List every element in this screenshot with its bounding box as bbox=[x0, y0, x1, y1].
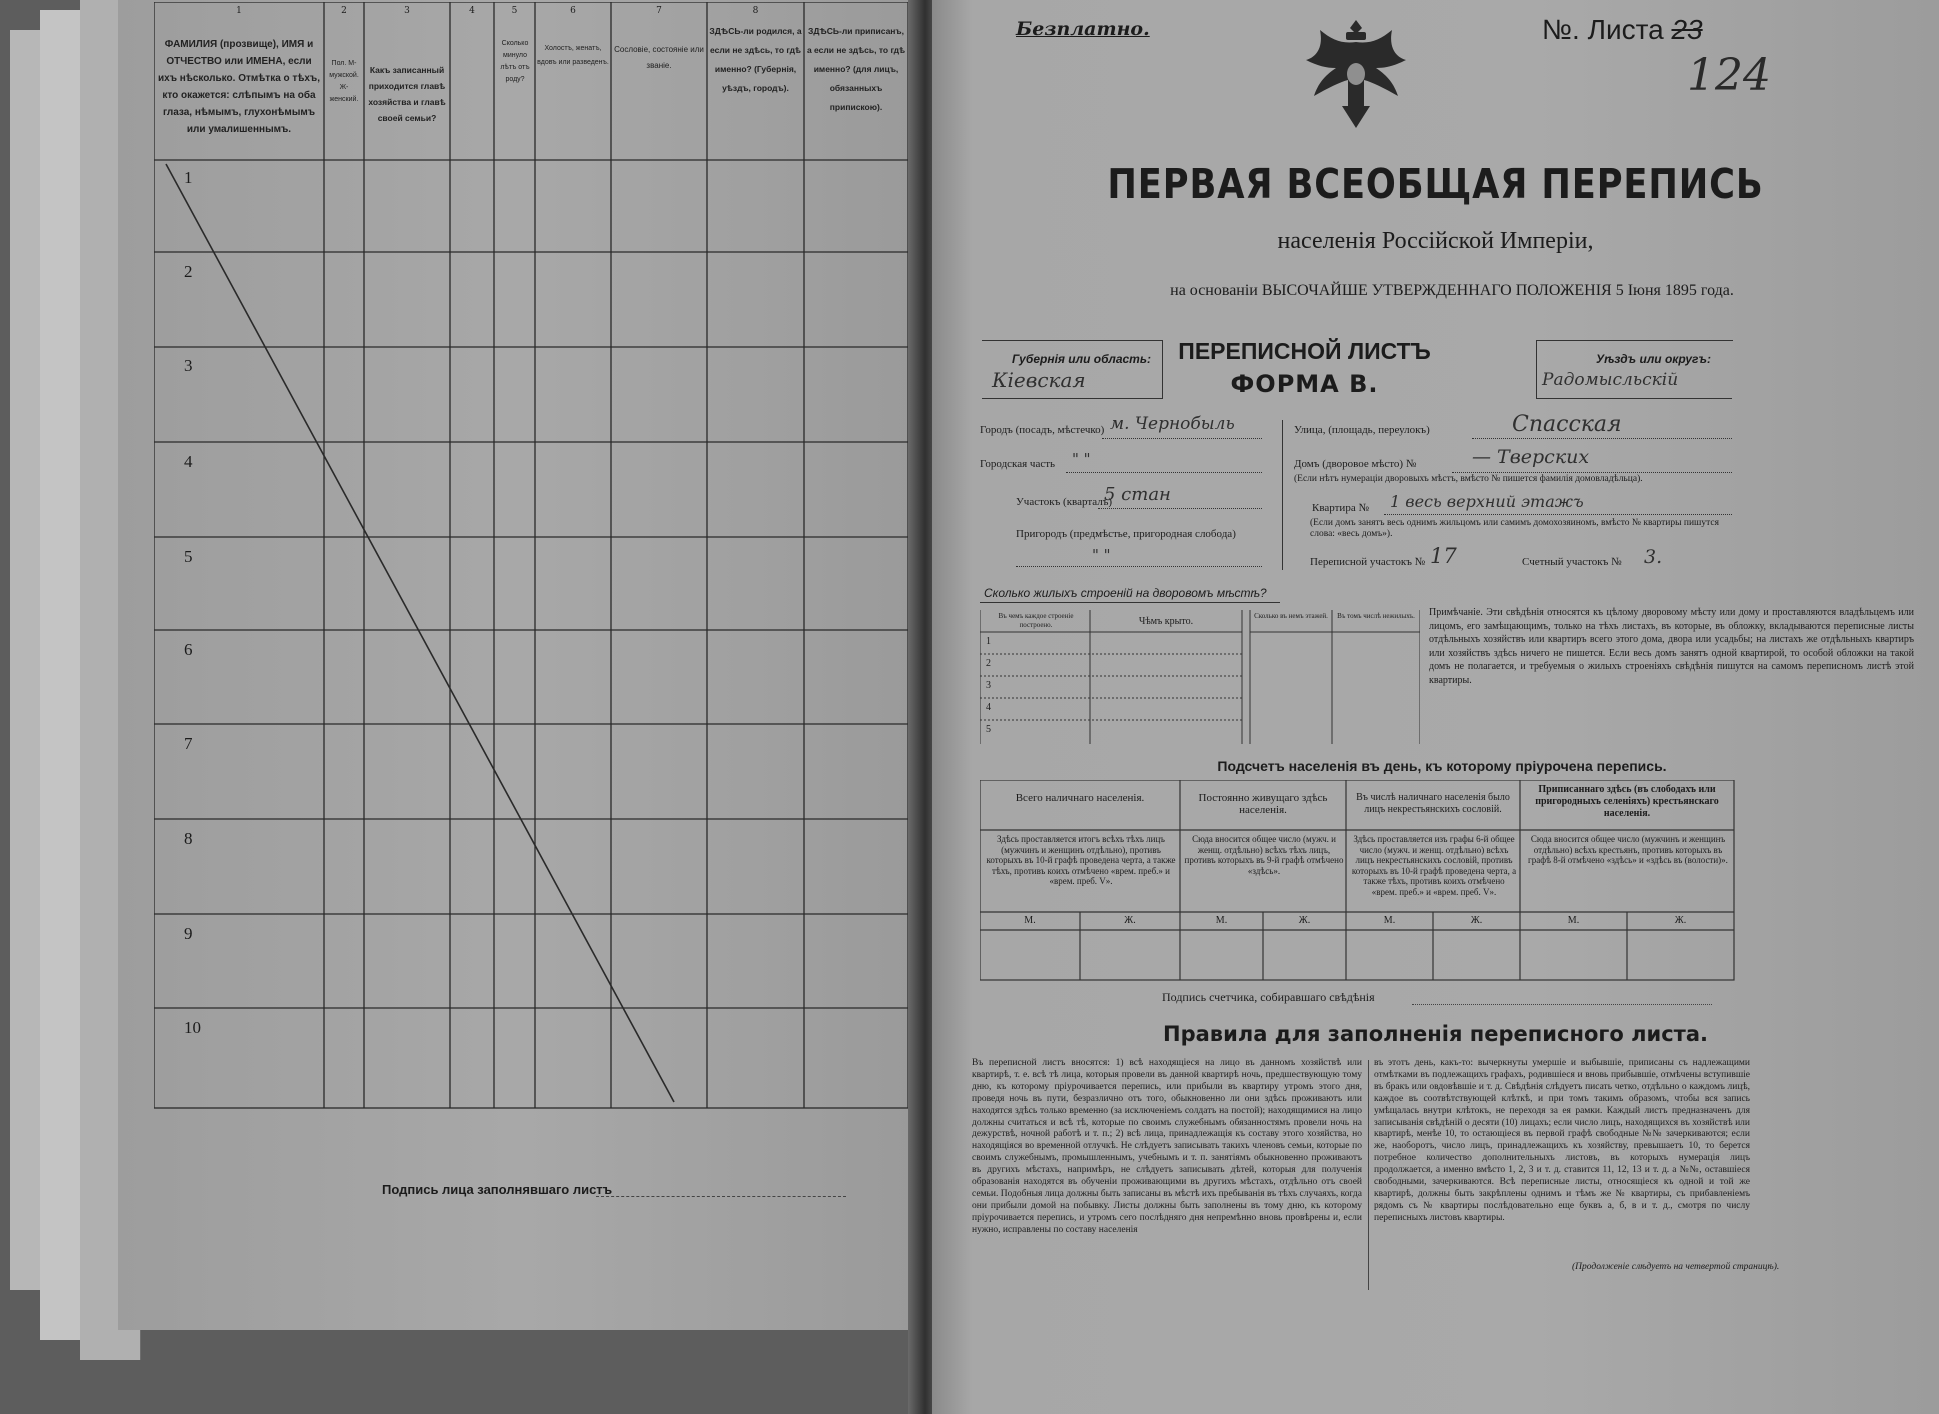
row-number: 5 bbox=[184, 547, 193, 566]
ward-underline bbox=[1098, 508, 1262, 509]
signature-line bbox=[596, 1196, 846, 1197]
count-female-label: Ж. bbox=[1124, 915, 1136, 926]
column-header-relation: Какъ записанный приходится главѣ хозяйства и главѣ своей семьи? bbox=[368, 65, 446, 123]
column-number: 3 bbox=[404, 6, 410, 16]
street-value: Спасская bbox=[1512, 412, 1622, 437]
street-underline bbox=[1472, 438, 1732, 439]
apartment-note: (Если домъ занятъ весь однимъ жильцомъ или самимъ домохозяиномъ, вмѣсто № квартиры пишутся слова: «весь домъ»). bbox=[1310, 518, 1719, 539]
buildings-row-number: 2 bbox=[986, 658, 991, 669]
house-note: (Если нѣтъ нумераціи дворовыхъ мѣстъ, вмѣсто № пишется фамилія домовладѣльца). bbox=[1294, 474, 1643, 484]
row-number: 10 bbox=[184, 1018, 201, 1037]
house-value: — Тверских bbox=[1472, 446, 1590, 468]
buildings-header-roof: Чѣмъ крыто. bbox=[1138, 616, 1194, 627]
row-number: 7 bbox=[184, 734, 193, 753]
signature-label-left: Подпись лица заполнявшаго листъ bbox=[382, 1182, 613, 1197]
buildings-row-number: 4 bbox=[986, 702, 991, 713]
column-number: 7 bbox=[656, 6, 662, 16]
count-col-total-head: Всего наличнаго населенія. bbox=[1015, 792, 1145, 804]
rules-column-divider bbox=[1368, 1060, 1369, 1290]
rules-text-left: Въ переписной листъ вносятся: 1) всѣ находящіеся на лицо въ данномъ хозяйствѣ или квартирѣ, т. е. всѣ тѣ лица, которыя провели въ данной квартирѣ ночь, предшествующую тому дню, къ которому пріурочивается перепись, или прибыли въ квартиру утромъ этого дня, проведя ночь въ пути, безразлично отъ того, обыкновенно ли они здѣсь проживаютъ или находятся здѣсь только временно (за исключеніемъ солдатъ на постой); находящимися на лицо должны считаться и всѣ тѣ, которые по своимъ служебнымъ обязанностямъ провели ночь на дежурствѣ, ночной работѣ и т. п.; 2) всѣ лица, принадлежащія къ составу этого хозяйства, но находящіяся во временной отлучкѣ. Не слѣдуетъ записывать такихъ членовъ семьи, которые по своимъ служебнымъ, промышленнымъ, учебнымъ и т. п. занятіямъ обыкновенно проживаютъ въ другихъ мѣстахъ, напримѣръ, не слѣдуетъ записывать дѣтей, которыя для полученія образованія находятся въ обученіи проживающими въ другихъ мѣстахъ, отдѣльно отъ своей семьи. Подобныя лица должны быть записаны въ мѣстѣ ихъ пребыванія въ тѣхъ случаяхъ, когда они прибыли домой на побывку. Листы должны быть заполнены въ тому дню, къ которому пріурочивается перепись, и утромъ сего послѣдняго дня непремѣнно вновь провѣрены и, если нужно, исправлены по составу населенія bbox=[972, 1058, 1362, 1235]
address-divider bbox=[1282, 420, 1283, 570]
suburb-label: Пригородъ (предмѣстье, пригородная слобода) bbox=[1016, 528, 1236, 540]
census-table bbox=[154, 2, 910, 1110]
row-number: 8 bbox=[184, 829, 193, 848]
province-value: Кіевская bbox=[992, 368, 1086, 392]
column-number: 6 bbox=[570, 6, 576, 16]
census-area-label: Переписной участокъ № bbox=[1310, 556, 1426, 568]
rules-title: Правила для заполненія переписного листа. bbox=[1163, 1022, 1708, 1046]
handwritten-page-number: 124 bbox=[1687, 50, 1771, 101]
suburb-underline bbox=[1016, 566, 1262, 567]
column-number: 2 bbox=[341, 6, 347, 16]
count-col-nonpeasant-head: Въ числѣ наличнаго населенія было лицъ некрестьянскихъ сословій. bbox=[1356, 792, 1510, 815]
count-female-label: Ж. bbox=[1298, 915, 1311, 926]
count-col-peasant-head: Приписаннаго здѣсь (въ слободахъ или пригородныхъ селеніяхъ) крестьянскаго населенія. bbox=[1535, 784, 1719, 819]
counter-signature-line bbox=[1412, 1004, 1712, 1005]
ward-value: 5 стан bbox=[1104, 484, 1171, 505]
form-page bbox=[932, 0, 1939, 1414]
count-male-label: М. bbox=[1215, 915, 1228, 926]
column-header-age: Сколько минуло лѣтъ отъ роду? bbox=[500, 40, 530, 83]
count-area-value: 3. bbox=[1644, 546, 1663, 568]
column-header-birthplace: ЗДѢСЬ-ли родился, а если не здѣсь, то гдѣ именно? (Губернія, уѣздъ, городъ). bbox=[709, 26, 802, 93]
district-label: Уѣздъ или округъ: bbox=[1596, 352, 1711, 366]
town-underline bbox=[1102, 438, 1262, 439]
suburb-value: " " bbox=[1092, 546, 1111, 564]
document-subtitle: населенія Россійской Имперіи, bbox=[1277, 228, 1594, 254]
province-label: Губернія или область: bbox=[1012, 352, 1151, 366]
province-underline bbox=[982, 398, 1162, 399]
apartment-underline bbox=[1384, 514, 1732, 515]
street-label: Улица, (площадь, переулокъ) bbox=[1294, 424, 1430, 436]
buildings-header-material: Въ чемъ каждое строеніе построено. bbox=[998, 612, 1074, 629]
counter-signature-label: Подпись счетчика, собиравшаго свѣдѣнія bbox=[1162, 990, 1375, 1004]
ward-label: Участокъ (кварталъ) bbox=[1016, 496, 1113, 508]
count-male-label: М. bbox=[1567, 915, 1580, 926]
buildings-row-number: 3 bbox=[986, 680, 991, 691]
column-header-marital: Холостъ, женатъ, вдовъ или разведенъ. bbox=[537, 45, 609, 66]
buildings-question-rule bbox=[980, 602, 1280, 603]
buildings-row-number: 5 bbox=[986, 724, 991, 735]
house-label: Домъ (дворовое мѣсто) № bbox=[1294, 458, 1417, 470]
count-col-permanent-body: Сюда вносится общее число (мужч. и женщ. отдѣльно) всѣхъ тѣхъ лицъ, противъ которыхъ въ 9-й графѣ отмѣчено «здѣсь». bbox=[1184, 834, 1344, 876]
column-header-registration: ЗДѢСЬ-ли приписанъ, а если не здѣсь, то гдѣ именно? (для лицъ, обязанныхъ припискою). bbox=[806, 26, 906, 112]
column-number: 1 bbox=[236, 6, 242, 16]
form-title: ПЕРЕПИСНОЙ ЛИСТЪ bbox=[1178, 338, 1431, 364]
count-female-label: Ж. bbox=[1470, 915, 1483, 926]
census-grid bbox=[154, 2, 910, 1110]
census-area-value: 17 bbox=[1430, 544, 1457, 568]
column-header-estate: Сословіе, состояніе или званіе. bbox=[614, 45, 704, 70]
sheet-number-value: 23 bbox=[1671, 14, 1703, 45]
column-number: 4 bbox=[469, 6, 475, 16]
count-col-peasant-body: Сюда вносится общее число (мужчинъ и женщинъ отдѣльно) всѣхъ крестьянъ, противъ которыхъ въ графѣ 8-й отмѣчено «здѣсь» и «здѣсь въ (волости)». bbox=[1528, 834, 1728, 865]
row-number: 6 bbox=[184, 640, 193, 659]
legal-basis: на основаніи ВЫСОЧАЙШЕ УТВЕРЖДЕННАГО ПОЛОЖЕНІЯ 5 Іюня 1895 года. bbox=[1170, 282, 1734, 299]
census-table-page bbox=[118, 0, 920, 1330]
rules-continued-note: (Продолженіе слѣдуетъ на четвертой страницѣ). bbox=[1572, 1262, 1780, 1272]
district-underline bbox=[1536, 398, 1732, 399]
town-value: м. Чернобыль bbox=[1110, 414, 1235, 434]
buildings-row-number: 1 bbox=[986, 636, 991, 647]
column-header-name: ФАМИЛИЯ (прозвище), ИМЯ и ОТЧЕСТВО или ИМЕНА, если ихъ нѣсколько. Отмѣтка о тѣхъ, кто окажется: слѣпымъ на оба глаза, нѣмымъ, глухонѣмымъ или умалишеннымъ. bbox=[158, 39, 320, 135]
town-part-value: " " bbox=[1072, 450, 1091, 468]
rules-text-right: въ этотъ день, какъ-то: вычеркнуты умершіе и выбывшіе, приписаны съ надлежащими отмѣтками въ подлежащихъ графахъ, родившіеся и вновь прибывшіе, отмѣчены вступившіе въ бракъ или овдовѣвшіе и т. д. Свѣдѣнія слѣдуетъ писать четко, отдѣльно о каждомъ лицѣ, каждое въ соотвѣтствующей клѣткѣ, и при томъ такимъ образомъ, чтобы вся запись умѣщалась внутри клѣтокъ, не переходя за ея рамки. Каждый листъ предназначенъ для записыванія свѣдѣній о десяти (10) лицахъ; если число лицъ, находящихся въ хозяйствѣ или квартирѣ, менѣе 10, то остающіеся въ первой графѣ свободные №№ зачеркиваются; если же, наоборотъ, число лицъ, принадлежащихъ къ хозяйству, превышаетъ 10, то берется потребное количество дополнительныхъ листовъ, въ которыхъ нумерація лицъ продолжается, а именно вмѣсто 1, 2, 3 и т. д. ставится 11, 12, 13 и т. д. а №№, оставшіеся свободными, зачеркиваются. Всѣ переписные листы, относящіеся къ одной и той же квартирѣ, должны быть закрѣплены однимъ и тѣмъ же № квартиры, съ прибавленіемъ рядомъ съ № квартиры послѣдовательно еще буквъ а, б, в и т. д., смотря по числу переписныхъ листовъ квартиры. bbox=[1374, 1058, 1750, 1223]
apartment-label: Квартира № bbox=[1312, 502, 1369, 514]
row-number: 3 bbox=[184, 356, 193, 375]
buildings-header-floors: Сколько въ немъ этажей. bbox=[1254, 612, 1328, 620]
buildings-question: Сколько жилыхъ строеній на дворовомъ мѣстѣ? bbox=[984, 586, 1267, 600]
count-female-label: Ж. bbox=[1674, 915, 1687, 926]
column-number: 5 bbox=[511, 6, 518, 16]
buildings-note: Примѣчаніе. Эти свѣдѣнія относятся къ цѣлому дворовому мѣсту или дому и проставляются владѣльцемъ или лицомъ, его замѣщающимъ, только на тѣхъ листахъ, въ которые, въ обложку, вкладываются переписные листы отдѣльныхъ хозяйствъ или квартиръ всего этого дома, двора или усадьбы; на листахъ же отдѣльныхъ квартиръ или хозяйствъ здѣсь ничего не пишется. Если весь домъ занятъ одной квартирой, то особой обложки на такой домъ не полагается, и требуемыя о жилыхъ строеніяхъ свѣдѣнія пишутся на самомъ переписномъ листѣ этой квартиры. bbox=[1429, 607, 1914, 686]
diagonal-strike-line bbox=[166, 164, 674, 1102]
count-male-label: М. bbox=[1383, 915, 1396, 926]
buildings-table bbox=[980, 610, 1420, 744]
count-male-label: М. bbox=[1024, 915, 1036, 926]
sheet-number-label bbox=[1542, 14, 1703, 46]
census-table-border bbox=[154, 2, 908, 1108]
town-part-label: Городская часть bbox=[980, 458, 1056, 470]
column-header-sex: Пол. М-мужской. Ж-женский. bbox=[329, 60, 359, 103]
row-number: 4 bbox=[184, 452, 193, 471]
buildings-header-nonresidential: Въ томъ числѣ нежилыхъ. bbox=[1337, 612, 1415, 620]
row-number: 1 bbox=[184, 168, 193, 187]
town-label: Городъ (посадъ, мѣстечко) bbox=[980, 424, 1105, 436]
row-number: 9 bbox=[184, 924, 193, 943]
sheet-label: №. Листа bbox=[1542, 14, 1664, 45]
district-value: Радомысльскій bbox=[1542, 370, 1679, 390]
count-col-permanent-head: Постоянно живущаго здѣсь населенія. bbox=[1198, 792, 1328, 816]
count-col-nonpeasant-body: Здѣсь проставляется изъ графы 6-й общее число (мужч. и женщ. отдѣльно) всѣхъ лицъ некрестьянскихъ сословій, противъ которыхъ въ 10-й графѣ проведена черта, а также тѣхъ, противъ коихъ отмѣчено «врем. преб.» и «врем. преб. V». bbox=[1351, 834, 1517, 897]
count-area-label: Счетный участокъ № bbox=[1522, 556, 1622, 568]
house-underline bbox=[1452, 472, 1732, 473]
population-count-title: Подсчетъ населенія въ день, къ которому пріурочена перепись. bbox=[1217, 758, 1667, 774]
form-name: ФОРМА В. bbox=[1230, 370, 1379, 398]
column-number: 8 bbox=[752, 6, 759, 16]
count-col-total-body: Здѣсь проставляется итогъ всѣхъ тѣхъ лицъ (мужчинъ и женщинъ отдѣльно), противъ которыхъ въ 10-й графѣ проведена черта, а также тѣхъ, противъ коихъ отмѣчено «врем. преб.» и «врем. преб. V». bbox=[986, 834, 1176, 886]
document-title: ПЕРВАЯ ВСЕОБЩАЯ ПЕРЕПИСЬ bbox=[1107, 160, 1764, 208]
town-part-underline bbox=[1066, 472, 1262, 473]
apartment-value: 1 весь верхний этажъ bbox=[1390, 492, 1584, 511]
imperial-eagle-emblem bbox=[1302, 10, 1410, 138]
free-label: Безплатно. bbox=[1016, 18, 1150, 40]
row-number: 2 bbox=[184, 262, 193, 281]
